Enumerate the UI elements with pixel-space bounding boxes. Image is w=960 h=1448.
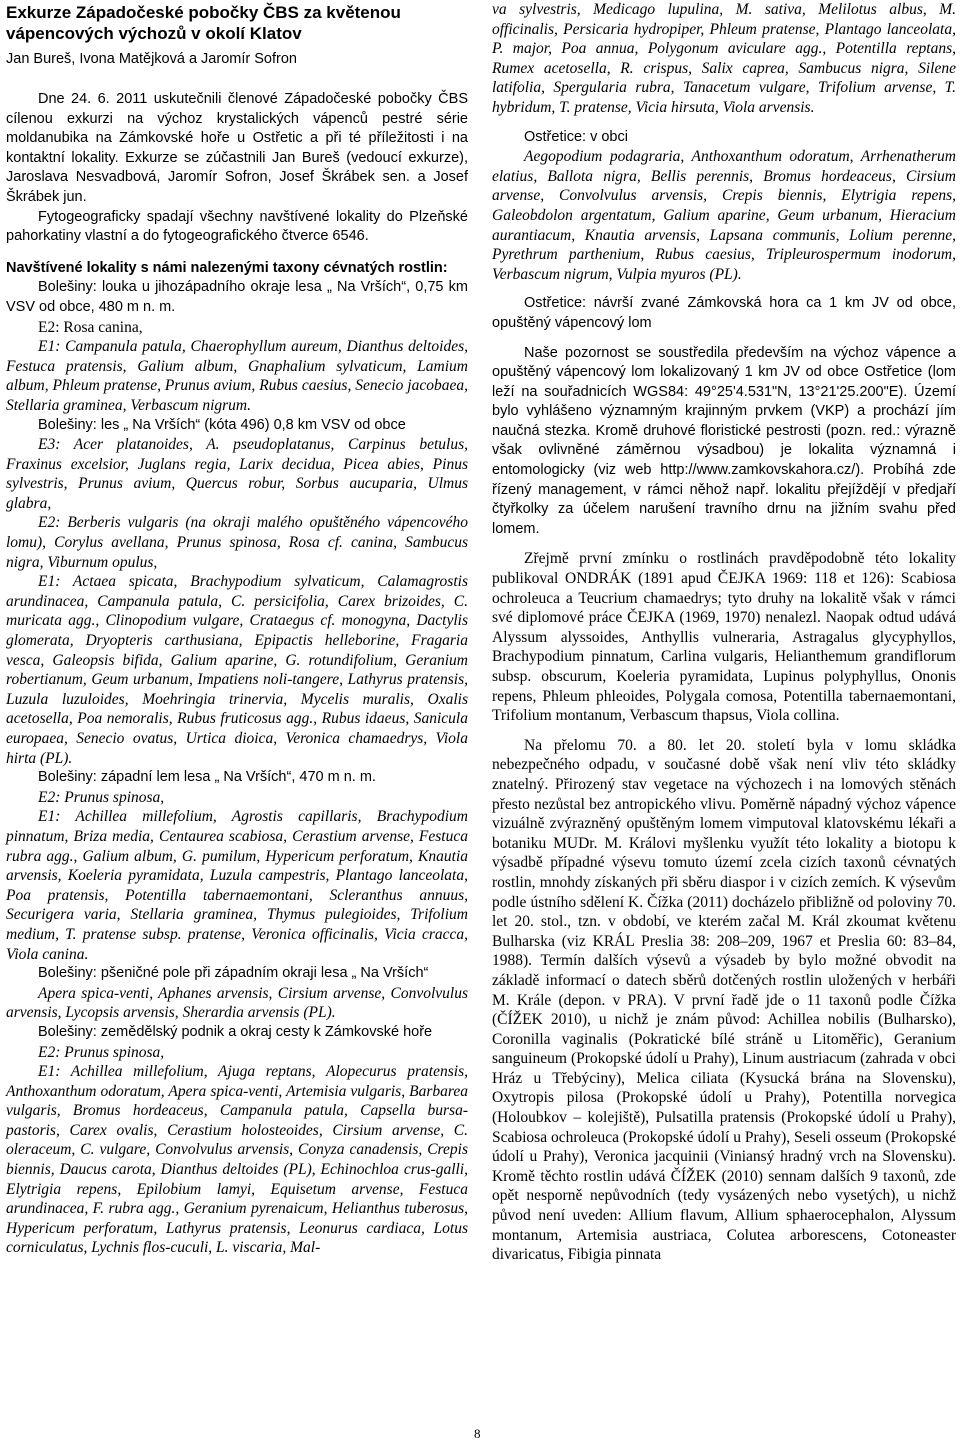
- left-column: [6, 0, 468, 1258]
- locality-1-heading: Bolešiny: louka u jihozápadního okraje lesa „ Na Vrších“, 0,75 km VSV od obce, 480 m n. m.: [6, 279, 468, 315]
- planting-paragraph: Na přelomu 70. a 80. let 20. století byla v lomu skládka nebezpečného odpadu, v současné době však není vliv této skládky znatelný. Přirozený stav vegetace na výchozech i na lomových stěnách přesto nezůstal bez antropického vlivu. Poměrně nápadný výchoz vápence vizuálně zvýrazněný opuštěným lomem vimputoval klatovskému lékaři a botaniku MUDr. M. Královi myšlenku využít této lokality a biotopu k výsadbě případné výsevu tomuto území zcela cizích taxonů cévnatých rostlin, mnohdy získaných při sběru diaspor i v cizích zemích. K výsevům podle ústního sdělení K. Čížka (2011) docházelo přibližně od poloviny 70. let 20. stol., tzn. v období, ve kterém začal M. Král zkoumat květenu Bulharska (viz KRÁL Preslia 38: 208–209, 1967 et Preslia 60: 83–84, 1988). Termín dalších výsevů a výsadeb by bylo možné obvodit na základě informací o datech sběrů dotčených rostlin uložených v herbáři M. Krále (depon. v PRA). V první řadě jde o 11 taxonů podle Čížka (ČÍŽEK 2010), u nichž je znám původ: Achillea nobilis (Bulharsko), Coronilla vaginalis (Pokratické bílé stráně u Litoměřic), Geranium sanguineum (Prokopské údolí u Prahy), Linum austriacum (zahrada v obci Hráz u Třebýciny), Melica ciliata (Kysucká brána na Slovensku), Oxytropis pilosa (Prokopské údolí u Prahy), Potentilla norvegica (Holoubkov – kolejiště), Pulsatilla pratensis (Prokopské údolí u Prahy), Scabiosa ochroleuca (Prokopské údolí u Prahy), Seseli osseum (Prokopské údolí u Prahy), Veronica jacquinii (Viniansý hradný vrch na Slovensku). Kromě těchto rostlin udává ČÍŽEK (2010) sennam dalších 9 taxonů, zde opět nesporně nepůvodních (tedy vysázených nebo vysetých), u nichž původ není uveden: Allium flavum, Allium sphaerocephalon, Alyssum montanum, Artemisia austriaca, Colutea arborescens, Cotoneaster divaricatus, Fibigia pinnata: [492, 736, 956, 1264]
- locality-4-list: Apera spica-venti, Aphanes arvensis, Cirsium arvense, Convolvulus arvensis, Lycopsis arvensis, Sherardia arvensis (PL).: [6, 984, 468, 1022]
- locality-2-e1: E1: Actaea spicata, Brachypodium sylvaticum, Calamagrostis arundinacea, Campanula patula, C. persicifolia, Carex brizoides, C. muricata agg., Clinopodium vulgare, Crataegus cf. monogyna, Dactylis glomerata, Dryopteris carthusiana, Epipactis helleborine, Fragaria vesca, Galeopsis bifida, Galium aparine, G. rotundifolium, Geranium robertianum, Geum urbanum, Impatiens noli-tangere, Lathyrus pratensis, Luzula luzuloides, Moehringia trinervia, Mycelis muralis, Oxalis acetosella, Poa nemoralis, Rubus fruticosus agg., Rubus idaeus, Sanicula europaea, Senecio ovatus, Urtica dioica, Veronica chamaedrys, Viola hirta (PL).: [6, 573, 468, 767]
- locality-5-e1: E1: Achillea millefolium, Ajuga reptans, Alopecurus pratensis, Anthoxanthum odoratum, Apera spica-venti, Artemisia vulgaris, Barbarea vulgaris, Bromus hordeaceus, Campanula patula, Capsella bursa-pastoris, Carex ovalis, Cerastium holosteoides, Cirsium arvense, C. oleraceum, C. vulgare, Convolvulus arvensis, Conyza canadensis, Crepis biennis, Daucus carota, Dianthus deltoides (PL), Echinochloa crus-galli, Elytrigia repens, Epilobium lamyi, Equisetum arvense, Festuca arundinacea, F. rubra agg., Geranium pyrenaicum, Helianthus tuberosus, Hypericum perforatum, Lathyrus pratensis, Leonurus cardiaca, Lotus corniculatus, Lychnis flos-cuculi, L. viscaria, Mal-: [6, 1063, 468, 1257]
- right-column: [492, 0, 956, 1265]
- locality-5-continuation: va sylvestris, Medicago lupulina, M. sativa, Melilotus albus, M. officinalis, Persicaria hydropiper, Phleum pratense, Plantago lanceolata, P. major, Poa annua, Polygonum aviculare agg., Potentilla reptans, Rumex acetosella, R. crispus, Salix caprea, Sambucus nigra, Silene latifolia, Spergularia rubra, Tanacetum vulgare, Trifolium arvense, T. hybridum, T. pratense, Vicia hirsuta, Viola arvensis.: [492, 1, 956, 116]
- phytogeography-paragraph: Fytogeograficky spadají všechny navštívené lokality do Plzeňské pahorkatiny vlastní a do fytogeografického čtverce 6546.: [6, 208, 468, 245]
- locality-1-e2: E2: Rosa canina,: [38, 318, 143, 336]
- locality-2-e3: E3: Acer platanoides, A. pseudoplatanus, Carpinus betulus, Fraxinus excelsior, Juglans regia, Larix decidua, Picea abies, Pinus sylvestris, Prunus avium, Quercus robur, Sorbus aucuparia, Ulmus glabra,: [6, 436, 468, 512]
- locality-6-heading: Ostřetice: v obci: [524, 128, 628, 145]
- locality-2-heading: Bolešiny: les „ Na Vrších“ (kóta 496) 0,8 km VSV od obce: [38, 416, 406, 433]
- locality-3-heading: Bolešiny: západní lem lesa „ Na Vrších“, 470 m n. m.: [38, 769, 376, 786]
- article-title: Exkurze Západočeské pobočky ČBS za květenou vápencových výchozů v okolí Klatov: [6, 3, 401, 43]
- intro-paragraph: Dne 24. 6. 2011 uskutečnili členové Západočeské pobočky ČBS cílenou exkurzi na výchoz krystalických vápenců pestré série moldanubika na Zámkovské hoře u Ostřetic a při té příležitosti i na kontaktní lokality. Exkurze se zúčastnili Jan Bureš (vedoucí exkurze), Jaroslava Nesvadbová, Jaromír Sofron, Josef Škrábek sen. a Josef Škrábek jun.: [6, 91, 468, 205]
- locality-2-e2: E2: Berberis vulgaris (na okraji malého opuštěného vápencového lomu), Corylus avellana, Prunus spinosa, Rosa cf. canina, Sambucus nigra, Viburnum opulus,: [6, 514, 468, 571]
- quarry-paragraph: Naše pozornost se soustředila především na výchoz vápence a opuštěný vápencový lom lokalizovaný 1 km JV od obce Ostřetice (lom leží na souřadnicích WGS84: 49°25'4.531"N, 13°21'25.200"E). Území bylo vyhlášeno významným krajinným prvkem (VKP) a prochází jím naučná stezka. Kromě druhové floristické pestrosti (pozn. red.: výrazně však ovlivněné záměrnou výsadbou) je lokalita významná i entomologicky (viz web http://www.zamkovskahora.cz/). Probíhá zde řízený management, v rámci něhož např. lokalitu přejíždějí v předjaří čtyřkolky za účelem narušení travního drnu na jižním svahu před lomem.: [492, 344, 956, 537]
- locality-6-list: Aegopodium podagraria, Anthoxanthum odoratum, Arrhenatherum elatius, Ballota nigra, Bellis perennis, Bromus hordeaceus, Cirsium arvense, Convolvulus arvensis, Crepis biennis, Elytrigia repens, Galeobdolon argentatum, Galium aparine, Geum urbanum, Hieracium aurantiacum, Knautia arvensis, Lapsana communis, Lolium perenne, Pyrethrum parthenium, Rubus caesius, Tripleurospermum inodorum, Verbascum nigrum, Vulpia myuros (PL).: [492, 148, 956, 283]
- locality-4-heading: Bolešiny: pšeničné pole při západním okraji lesa „ Na Vrších“: [38, 965, 429, 982]
- page-number: 8: [474, 1426, 481, 1441]
- locality-3-e2: E2: Prunus spinosa,: [38, 788, 165, 806]
- locality-3-e1: E1: Achillea millefolium, Agrostis capillaris, Brachypodium pinnatum, Briza media, Centaurea scabiosa, Cerastium arvense, Festuca rubra agg., Galium album, G. pumilum, Hypericum perforatum, Knautia arvensis, Koeleria pyramidata, Luzula campestris, Plantago lanceolata, Poa pratensis, Potentilla tabernaemontani, Scleranthus annuus, Securigera varia, Stellaria graminea, Thymus pulegioides, Trifolium medium, T. pratense subsp. pratense, Veronica officinalis, Vicia cracca, Viola canina.: [6, 808, 468, 963]
- article-authors: Jan Bureš, Ivona Matějková a Jaromír Sofron: [6, 51, 297, 67]
- locality-5-e2: E2: Prunus spinosa,: [38, 1043, 165, 1061]
- history-paragraph: Zřejmě první zmínku o rostlinách pravděpodobně této lokality publikoval ONDRÁK (1891 apud ČEJKA 1969: 118 et 126): Scabiosa ochroleuca a Teucrium chamaedrys; tyto druhy na lokalitě však v rámci své diplomové práce ČEJKA (1969, 1970) nenalezl. Naopak odtud udává Alyssum alyssoides, Anthyllis vulneraria, Astragalus glycyphyllos, Brachypodium pinnatum, Carlina vulgaris, Helianthemum grandiflorum subsp. obscurum, Koeleria pyramidata, Lupinus polyphyllus, Ononis repens, Phleum phleoides, Polygala comosa, Potentilla tabernaemontani, Trifolium montanum, Verbascum thapsus, Viola collina.: [492, 550, 956, 725]
- locality-5-heading: Bolešiny: zemědělský podnik a okraj cesty k Zámkovské hoře: [38, 1023, 433, 1040]
- locality-1-e1: E1: Campanula patula, Chaerophyllum aureum, Dianthus deltoides, Festuca pratensis, Galium album, Gnaphalium sylvaticum, Lamium album, Phleum pratense, Prunus avium, Rubus caesius, Senecio jacobaea, Stellaria graminea, Verbascum nigrum.: [6, 338, 468, 414]
- locality-7-heading: Ostřetice: návrší zvané Zámkovská hora ca 1 km JV od obce, opuštěný vápencový lom: [492, 295, 956, 331]
- localities-heading: Navštívené lokality s námi nalezenými taxony cévnatých rostlin:: [6, 259, 448, 276]
